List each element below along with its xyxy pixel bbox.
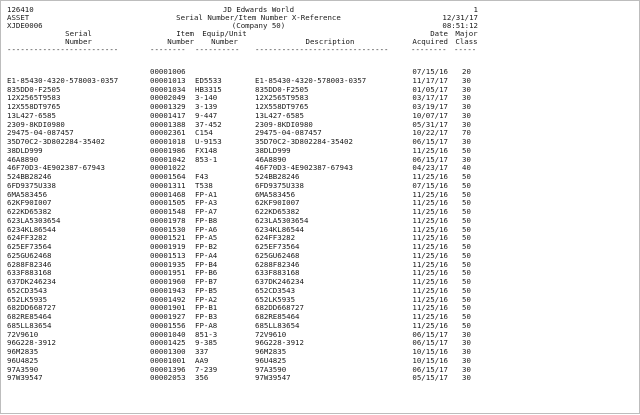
serial-number-cell: 46A8890 bbox=[7, 155, 39, 164]
serial-number-cell: 682RE85464 bbox=[7, 312, 52, 321]
description-cell: 652LK5935 bbox=[255, 295, 296, 304]
equipment-number-cell: 9-447 bbox=[195, 111, 218, 120]
item-number-cell: 00001951 bbox=[150, 268, 186, 277]
serial-number-cell: 62KF90I007 bbox=[7, 198, 52, 207]
item-number-cell: 00001943 bbox=[150, 286, 186, 295]
item-number-cell: 00001530 bbox=[150, 225, 186, 234]
equipment-number-cell: FP-A1 bbox=[195, 190, 218, 199]
equipment-number-cell: FP-B5 bbox=[195, 286, 218, 295]
major-class-cell: 50 bbox=[462, 242, 471, 251]
date-acquired-cell: 11/25/16 bbox=[412, 225, 448, 234]
item-number-cell: 00001396 bbox=[150, 365, 186, 374]
major-class-cell: 20 bbox=[462, 67, 471, 76]
equipment-number-cell: FP-B6 bbox=[195, 268, 218, 277]
major-class-cell: 30 bbox=[462, 85, 471, 94]
serial-number-cell: 12X2565T9583 bbox=[7, 93, 61, 102]
equipment-number-cell: 9-385 bbox=[195, 338, 218, 347]
item-number-cell: 00001034 bbox=[150, 85, 186, 94]
description-cell: 13L427-6585 bbox=[255, 111, 304, 120]
description-cell: 835DD0-F2505 bbox=[255, 85, 309, 94]
serial-number-cell: 625EF73564 bbox=[7, 242, 52, 251]
serial-number-cell: 637DK246234 bbox=[7, 277, 56, 286]
serial-number-cell: 72V9610 bbox=[7, 330, 39, 339]
major-class-cell: 50 bbox=[462, 207, 471, 216]
description-cell: 6MA583456 bbox=[255, 190, 296, 199]
major-class-cell: 30 bbox=[462, 373, 471, 382]
item-number-cell: 00001901 bbox=[150, 303, 186, 312]
description-cell: 524BB28246 bbox=[255, 172, 300, 181]
date-acquired-cell: 06/15/17 bbox=[412, 330, 448, 339]
col-major-heading-1: Major bbox=[455, 29, 478, 38]
col-equip-heading-2: Number bbox=[211, 37, 238, 46]
date-acquired-cell: 10/07/17 bbox=[412, 111, 448, 120]
serial-number-cell: 524BB28246 bbox=[7, 172, 52, 181]
description-cell: 97W39547 bbox=[255, 373, 291, 382]
date-acquired-cell: 10/15/16 bbox=[412, 347, 448, 356]
major-class-cell: 30 bbox=[462, 155, 471, 164]
serial-number-cell: 633F883168 bbox=[7, 268, 52, 277]
col-item-heading-1: Item bbox=[176, 29, 194, 38]
date-acquired-cell: 11/25/16 bbox=[412, 190, 448, 199]
item-number-cell: 00002053 bbox=[150, 373, 186, 382]
item-number-cell: 00001935 bbox=[150, 260, 186, 269]
major-class-cell: 30 bbox=[462, 76, 471, 85]
major-class-cell: 40 bbox=[462, 163, 471, 172]
serial-number-cell: 96G228-3912 bbox=[7, 338, 56, 347]
major-class-cell: 50 bbox=[462, 251, 471, 260]
item-number-cell: 00001042 bbox=[150, 155, 186, 164]
run-time: 08:51:12 bbox=[442, 21, 478, 30]
serial-number-cell: 622KD65382 bbox=[7, 207, 52, 216]
date-acquired-cell: 11/25/16 bbox=[412, 207, 448, 216]
date-acquired-cell: 11/25/16 bbox=[412, 260, 448, 269]
major-class-cell: 50 bbox=[462, 260, 471, 269]
major-class-cell: 30 bbox=[462, 93, 471, 102]
serial-number-cell: 625GU62468 bbox=[7, 251, 52, 260]
underline-description: ------------------------------ bbox=[255, 45, 389, 54]
serial-number-cell: 624FF3282 bbox=[7, 233, 48, 242]
description-cell: E1-85430-4320-578003-0357 bbox=[255, 76, 367, 85]
major-class-cell: 50 bbox=[462, 286, 471, 295]
col-date-heading-2: Acquired bbox=[412, 37, 448, 46]
equipment-number-cell: FP-B1 bbox=[195, 303, 218, 312]
date-acquired-cell: 05/31/17 bbox=[412, 120, 448, 129]
description-cell: 12X2565T9583 bbox=[255, 93, 309, 102]
equipment-number-cell: FP-A5 bbox=[195, 233, 218, 242]
description-cell: 652CD3543 bbox=[255, 286, 296, 295]
serial-number-cell: 682DD668727 bbox=[7, 303, 56, 312]
col-description-heading: Description bbox=[305, 37, 355, 46]
date-acquired-cell: 11/25/16 bbox=[412, 216, 448, 225]
serial-number-cell: E1-85430-4320-578003-0357 bbox=[7, 76, 119, 85]
equipment-number-cell: U-9153 bbox=[195, 137, 222, 146]
serial-number-cell: 96M2835 bbox=[7, 347, 39, 356]
date-acquired-cell: 11/25/16 bbox=[412, 295, 448, 304]
equipment-number-cell: 356 bbox=[195, 373, 209, 382]
serial-number-cell: 96U4825 bbox=[7, 356, 39, 365]
item-number-cell: 00001927 bbox=[150, 312, 186, 321]
date-acquired-cell: 04/23/17 bbox=[412, 163, 448, 172]
date-acquired-cell: 11/25/16 bbox=[412, 233, 448, 242]
description-cell: 12X558DT9765 bbox=[255, 102, 309, 111]
item-number-cell: 00001329 bbox=[150, 102, 186, 111]
date-acquired-cell: 06/15/17 bbox=[412, 365, 448, 374]
item-number-cell: 00001006 bbox=[150, 67, 186, 76]
date-acquired-cell: 03/19/17 bbox=[412, 102, 448, 111]
serial-number-cell: 685LL83654 bbox=[7, 321, 52, 330]
date-acquired-cell: 06/15/17 bbox=[412, 338, 448, 347]
serial-number-cell: 623LA5303654 bbox=[7, 216, 61, 225]
major-class-cell: 30 bbox=[462, 356, 471, 365]
underline-equip: ---------- bbox=[195, 45, 240, 54]
description-cell: 625EF73564 bbox=[255, 242, 300, 251]
major-class-cell: 50 bbox=[462, 216, 471, 225]
item-number-cell: 00001960 bbox=[150, 277, 186, 286]
description-cell: 96U4825 bbox=[255, 356, 287, 365]
equipment-number-cell: 37-452 bbox=[195, 120, 222, 129]
major-class-cell: 30 bbox=[462, 137, 471, 146]
item-number-cell: 00001468 bbox=[150, 190, 186, 199]
item-number-cell: 00001300 bbox=[150, 347, 186, 356]
date-acquired-cell: 11/25/16 bbox=[412, 321, 448, 330]
major-class-cell: 50 bbox=[462, 303, 471, 312]
serial-number-cell: 2309-8KDI0980 bbox=[7, 120, 65, 129]
serial-number-cell: 6MA583456 bbox=[7, 190, 48, 199]
description-cell: 72V9610 bbox=[255, 330, 287, 339]
equipment-number-cell: FX148 bbox=[195, 146, 218, 155]
major-class-cell: 50 bbox=[462, 233, 471, 242]
description-cell: 623LA5303654 bbox=[255, 216, 309, 225]
underline-serial: ------------------------- bbox=[7, 45, 119, 54]
date-acquired-cell: 11/17/17 bbox=[412, 76, 448, 85]
date-acquired-cell: 11/25/16 bbox=[412, 312, 448, 321]
equipment-number-cell: 851-3 bbox=[195, 330, 218, 339]
description-cell: 97A3590 bbox=[255, 365, 287, 374]
serial-number-cell: 29475-04-087457 bbox=[7, 128, 74, 137]
date-acquired-cell: 07/15/16 bbox=[412, 181, 448, 190]
description-cell: 637DK246234 bbox=[255, 277, 304, 286]
description-cell: 624FF3282 bbox=[255, 233, 296, 242]
equipment-number-cell: ED5533 bbox=[195, 76, 222, 85]
equipment-number-cell: FP-B2 bbox=[195, 242, 218, 251]
description-cell: 682RE85464 bbox=[255, 312, 300, 321]
col-serial-heading-1: Serial bbox=[65, 29, 92, 38]
major-class-cell: 50 bbox=[462, 225, 471, 234]
item-number-cell: 00001425 bbox=[150, 338, 186, 347]
item-number-cell: 00001521 bbox=[150, 233, 186, 242]
major-class-cell: 30 bbox=[462, 338, 471, 347]
serial-number-cell: 6234KL86544 bbox=[7, 225, 56, 234]
equipment-number-cell: 7-239 bbox=[195, 365, 218, 374]
major-class-cell: 50 bbox=[462, 268, 471, 277]
serial-number-cell: 97A3590 bbox=[7, 365, 39, 374]
description-cell: 6234KL86544 bbox=[255, 225, 304, 234]
item-number-cell: 00002049 bbox=[150, 93, 186, 102]
description-cell: 96M2835 bbox=[255, 347, 287, 356]
description-cell: 6288F82346 bbox=[255, 260, 300, 269]
date-acquired-cell: 06/15/17 bbox=[412, 155, 448, 164]
serial-number-cell: 652LK5935 bbox=[7, 295, 48, 304]
description-cell: 682DD668727 bbox=[255, 303, 304, 312]
date-acquired-cell: 11/25/16 bbox=[412, 146, 448, 155]
item-number-cell: 00001505 bbox=[150, 198, 186, 207]
description-cell: 625GU62468 bbox=[255, 251, 300, 260]
description-cell: 2309-8KDI0980 bbox=[255, 120, 313, 129]
description-cell: 46A8890 bbox=[255, 155, 287, 164]
major-class-cell: 50 bbox=[462, 321, 471, 330]
item-number-cell: 00001001 bbox=[150, 356, 186, 365]
item-number-cell: 00001040 bbox=[150, 330, 186, 339]
item-number-cell: 00001978 bbox=[150, 216, 186, 225]
equipment-number-cell: FP-B3 bbox=[195, 312, 218, 321]
item-number-cell: 00001564 bbox=[150, 172, 186, 181]
major-class-cell: 50 bbox=[462, 198, 471, 207]
item-number-cell: 00001548 bbox=[150, 207, 186, 216]
major-class-cell: 50 bbox=[462, 312, 471, 321]
major-class-cell: 30 bbox=[462, 111, 471, 120]
underline-major: ----- bbox=[454, 45, 477, 54]
item-number-cell: 00001492 bbox=[150, 295, 186, 304]
serial-number-cell: 835DD0-F2505 bbox=[7, 85, 61, 94]
report-id: 126410 bbox=[7, 5, 34, 14]
col-serial-heading-2: Number bbox=[65, 37, 92, 46]
major-class-cell: 30 bbox=[462, 365, 471, 374]
major-class-cell: 30 bbox=[462, 347, 471, 356]
date-acquired-cell: 11/25/16 bbox=[412, 251, 448, 260]
equipment-number-cell: FP-A4 bbox=[195, 251, 218, 260]
item-number-cell: 00001919 bbox=[150, 242, 186, 251]
description-cell: 6FD9375U338 bbox=[255, 181, 304, 190]
equipment-number-cell: FP-A7 bbox=[195, 207, 218, 216]
serial-number-cell: 46F70D3-4E902387-67943 bbox=[7, 163, 105, 172]
description-cell: 633F883168 bbox=[255, 268, 300, 277]
equipment-number-cell: 337 bbox=[195, 347, 209, 356]
equipment-number-cell: 853-1 bbox=[195, 155, 218, 164]
date-acquired-cell: 06/15/17 bbox=[412, 137, 448, 146]
major-class-cell: 50 bbox=[462, 277, 471, 286]
item-number-cell: 00001013 bbox=[150, 76, 186, 85]
date-acquired-cell: 11/25/16 bbox=[412, 172, 448, 181]
equipment-number-cell: F43 bbox=[195, 172, 209, 181]
serial-number-cell: 652CD3543 bbox=[7, 286, 48, 295]
serial-number-cell: 97W39547 bbox=[7, 373, 43, 382]
major-class-cell: 50 bbox=[462, 181, 471, 190]
underline-item: -------- bbox=[150, 45, 186, 54]
equipment-number-cell: T538 bbox=[195, 181, 213, 190]
equipment-number-cell: FP-B7 bbox=[195, 277, 218, 286]
serial-number-cell: 35D70C2-3D802284-35402 bbox=[7, 137, 105, 146]
report-title: Serial Number/Item Number X-Reference bbox=[176, 13, 341, 22]
run-date: 12/31/17 bbox=[442, 13, 478, 22]
date-acquired-cell: 11/25/16 bbox=[412, 242, 448, 251]
date-acquired-cell: 05/15/17 bbox=[412, 373, 448, 382]
equipment-number-cell: FP-A8 bbox=[195, 321, 218, 330]
description-cell: 46F70D3-4E902387-67943 bbox=[255, 163, 353, 172]
item-number-cell: 00001513 bbox=[150, 251, 186, 260]
item-number-cell: 00001022 bbox=[150, 163, 186, 172]
equipment-number-cell: FP-A2 bbox=[195, 295, 218, 304]
item-number-cell: 00001018 bbox=[150, 137, 186, 146]
date-acquired-cell: 11/25/16 bbox=[412, 286, 448, 295]
item-number-cell: 00002361 bbox=[150, 128, 186, 137]
date-acquired-cell: 11/25/16 bbox=[412, 277, 448, 286]
page-number: 1 bbox=[473, 5, 478, 14]
description-cell: 685LL83654 bbox=[255, 321, 300, 330]
col-date-heading-1: Date bbox=[430, 29, 448, 38]
description-cell: 622KD65382 bbox=[255, 207, 300, 216]
date-acquired-cell: 10/15/16 bbox=[412, 356, 448, 365]
item-number-cell: 00001556 bbox=[150, 321, 186, 330]
date-acquired-cell: 01/05/17 bbox=[412, 85, 448, 94]
item-number-cell: 00001417 bbox=[150, 111, 186, 120]
description-cell: 62KF90I007 bbox=[255, 198, 300, 207]
serial-number-cell: 6288F82346 bbox=[7, 260, 52, 269]
serial-number-cell: 12X558DT9765 bbox=[7, 102, 61, 111]
major-class-cell: 50 bbox=[462, 295, 471, 304]
equipment-number-cell: HB3315 bbox=[195, 85, 222, 94]
underline-date: -------- bbox=[411, 45, 447, 54]
date-acquired-cell: 10/22/17 bbox=[412, 128, 448, 137]
col-item-heading-2: Number bbox=[167, 37, 194, 46]
company-line: (Company 50) bbox=[231, 21, 286, 30]
system-code: ASSET bbox=[7, 13, 30, 22]
equipment-number-cell: AA9 bbox=[195, 356, 209, 365]
item-number-cell: 00001986 bbox=[150, 146, 186, 155]
equipment-number-cell: FP-B4 bbox=[195, 260, 218, 269]
date-acquired-cell: 11/25/16 bbox=[412, 198, 448, 207]
major-class-cell: 30 bbox=[462, 102, 471, 111]
description-cell: 38DLD999 bbox=[255, 146, 291, 155]
description-cell: 96G228-3912 bbox=[255, 338, 304, 347]
date-acquired-cell: 11/25/16 bbox=[412, 303, 448, 312]
report-body bbox=[1, 1, 640, 415]
program-id: XJDE0006 bbox=[7, 21, 43, 30]
major-class-cell: 70 bbox=[462, 128, 471, 137]
description-cell: 29475-04-087457 bbox=[255, 128, 322, 137]
date-acquired-cell: 11/25/16 bbox=[412, 268, 448, 277]
equipment-number-cell: FP-A3 bbox=[195, 198, 218, 207]
major-class-cell: 50 bbox=[462, 146, 471, 155]
serial-number-cell: 13L427-6585 bbox=[7, 111, 56, 120]
date-acquired-cell: 03/17/17 bbox=[412, 93, 448, 102]
col-major-heading-2: Class bbox=[455, 37, 478, 46]
date-acquired-cell: 07/15/16 bbox=[412, 67, 448, 76]
equipment-number-cell: 3-139 bbox=[195, 102, 218, 111]
equipment-number-cell: FP-A6 bbox=[195, 225, 218, 234]
serial-number-cell: 38DLD999 bbox=[7, 146, 43, 155]
item-number-cell: 00001388 bbox=[150, 120, 186, 129]
major-class-cell: 30 bbox=[462, 120, 471, 129]
col-equip-heading-1: Equip/Unit bbox=[202, 29, 247, 38]
equipment-number-cell: C154 bbox=[195, 128, 213, 137]
description-cell: 35D70C2-3D802284-35402 bbox=[255, 137, 353, 146]
major-class-cell: 50 bbox=[462, 190, 471, 199]
serial-number-cell: 6FD9375U338 bbox=[7, 181, 56, 190]
major-class-cell: 50 bbox=[462, 172, 471, 181]
equipment-number-cell: FP-B8 bbox=[195, 216, 218, 225]
equipment-number-cell: 3-140 bbox=[195, 93, 218, 102]
company-name: JD Edwards World bbox=[222, 5, 295, 14]
major-class-cell: 30 bbox=[462, 330, 471, 339]
item-number-cell: 00001311 bbox=[150, 181, 186, 190]
